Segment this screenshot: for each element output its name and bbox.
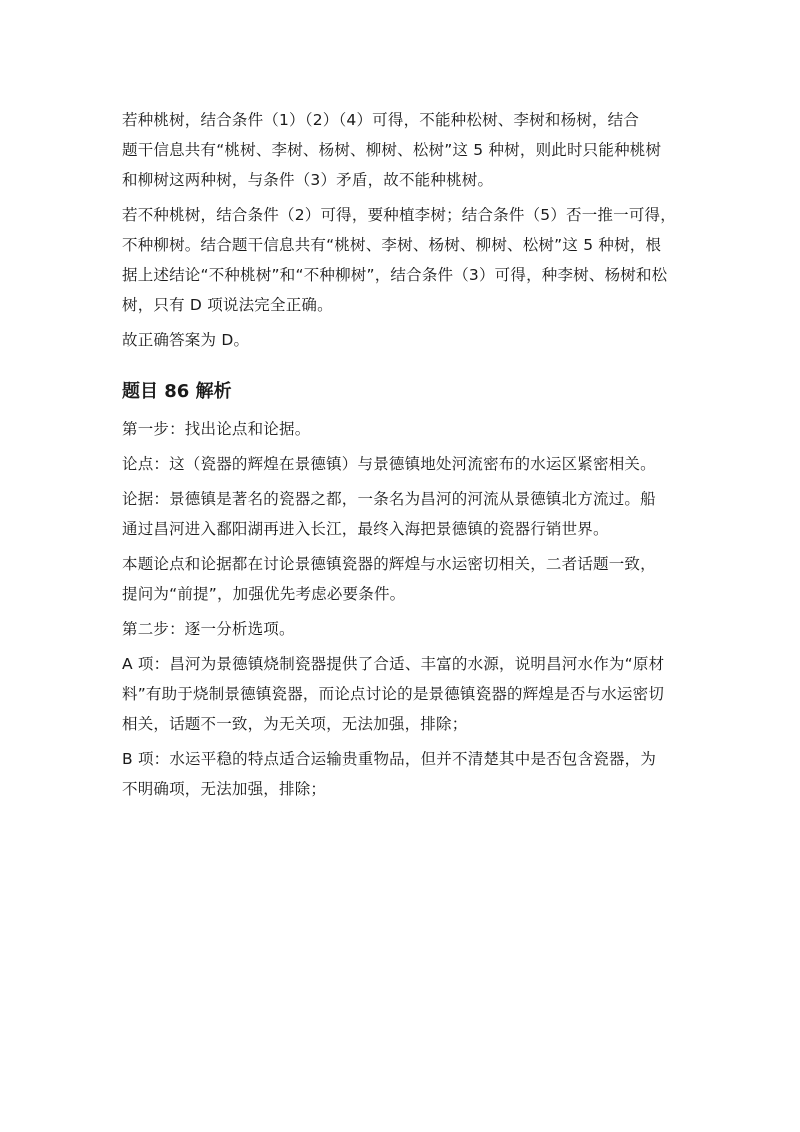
paragraph-no-peach-case <box>122 200 682 320</box>
text-line: 故正确答案为 D。 <box>122 331 250 349</box>
text-line: 料”有助于烧制景德镇瓷器，而论点讨论的是景德镇瓷器的辉煌是否与水运密切 <box>122 685 665 703</box>
text-line: 通过昌河进入鄱阳湖再进入长江，最终入海把景德镇的瓷器行销世界。 <box>122 520 609 538</box>
text-line: 提问为“前提”，加强优先考虑必要条件。 <box>122 585 406 603</box>
text-line: 第一步：找出论点和论据。 <box>122 420 311 438</box>
paragraph-option-b <box>122 744 682 804</box>
section-heading: 题目 86 解析 <box>122 381 232 402</box>
text-line: 若种桃树，结合条件（1）（2）（4）可得，不能种松树、李树和杨树，结合 <box>122 111 640 129</box>
text-line: 本题论点和论据都在讨论景德镇瓷器的辉煌与水运密切相关，二者话题一致， <box>122 555 656 573</box>
text-line: 论点：这（瓷器的辉煌在景德镇）与景德镇地处河流密布的水运区紧密相关。 <box>122 455 656 473</box>
paragraph-analysis <box>122 549 682 609</box>
paragraph-evidence <box>122 484 682 544</box>
paragraph-peach-case <box>122 105 682 195</box>
document-content <box>122 105 682 809</box>
text-line: 据上述结论“不种桃树”和“不种柳树”，结合条件（3）可得，种李树、杨树和松 <box>122 266 668 284</box>
text-line: 不明确项，无法加强，排除； <box>122 780 327 798</box>
text-line: 不种柳树。结合题干信息共有“桃树、李树、杨树、柳树、松树”这 5 种树，根 <box>122 236 662 254</box>
text-line: 和柳树这两种树，与条件（3）矛盾，故不能种桃树。 <box>122 171 494 189</box>
text-line: B 项：水运平稳的特点适合运输贵重物品，但并不清楚其中是否包含瓷器，为 <box>122 750 657 768</box>
text-line: 第二步：逐一分析选项。 <box>122 620 295 638</box>
paragraph-argument <box>122 449 682 479</box>
text-line: 树，只有 D 项说法完全正确。 <box>122 296 333 314</box>
text-line: 若不种桃树，结合条件（2）可得，要种植李树；结合条件（5）否一推一可得， <box>122 206 676 224</box>
text-line: 相关，话题不一致，为无关项，无法加强，排除； <box>122 715 468 733</box>
paragraph-option-a <box>122 649 682 739</box>
paragraph-step-one <box>122 414 682 444</box>
text-line: A 项：昌河为景德镇烧制瓷器提供了合适、丰富的水源，说明昌河水作为“原材 <box>122 655 665 673</box>
paragraph-step-two <box>122 614 682 644</box>
paragraph-answer <box>122 325 682 355</box>
text-line: 题干信息共有“桃树、李树、杨树、柳树、松树”这 5 种树，则此时只能种桃树 <box>122 141 662 159</box>
text-line: 论据：景德镇是著名的瓷器之都，一条名为昌河的河流从景德镇北方流过。船 <box>122 490 656 508</box>
